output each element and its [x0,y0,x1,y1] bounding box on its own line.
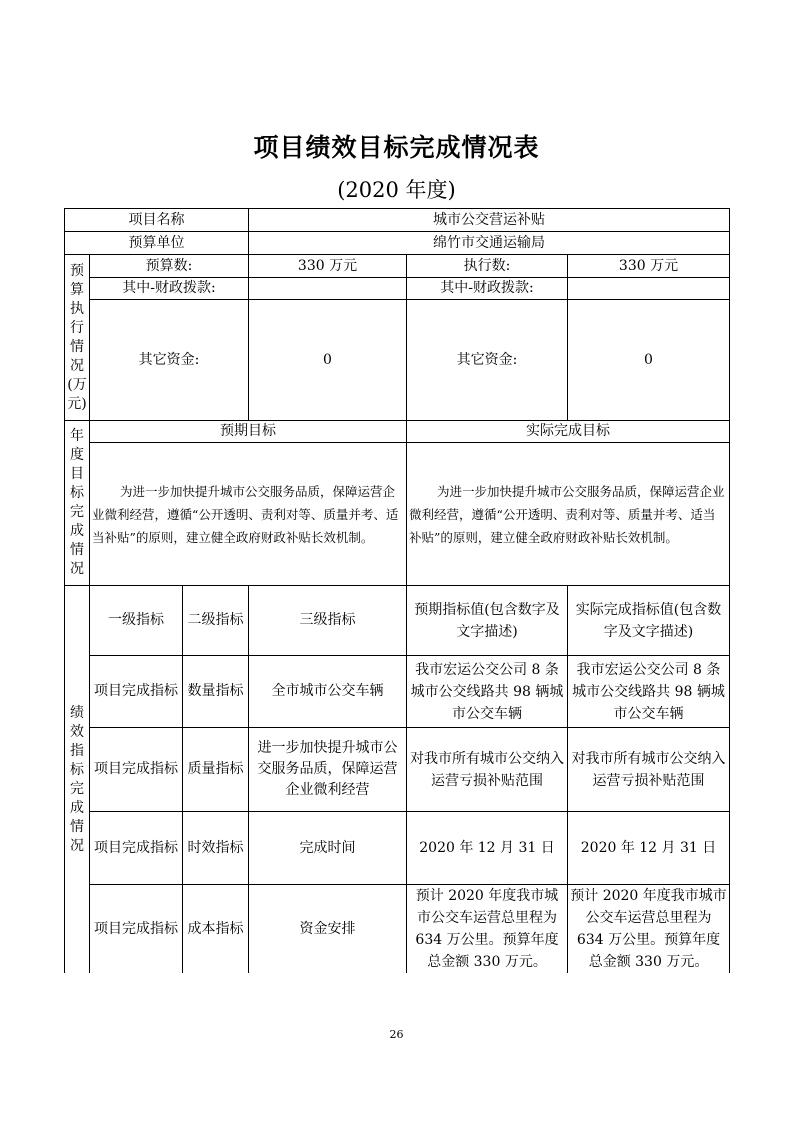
indicator-level1: 项目完成指标 [90,728,183,812]
expected-goal-header: 预期目标 [90,421,407,443]
indicator-level2: 质量指标 [183,728,249,812]
indicator-level2: 数量指标 [183,656,249,728]
exec-value: 330 万元 [568,255,730,278]
indicators-side-label: 绩效指标完成情况 [65,586,90,974]
other-value-right: 0 [568,300,730,421]
indicator-actual: 我市宏运公交公司 8 条城市公交线路共 98 辆城市公交车辆 [568,656,730,728]
indicator-level3: 进一步加快提升城市公交服务品质，保障运营企业微利经营 [249,728,407,812]
actual-goal-text: 为进一步加快提升城市公交服务品质，保障运营企业微利经营，遵循“公开透明、责利对等、质量并考、适当补贴”的原则，建立健全政府财政补贴长效机制。 [407,443,730,586]
other-label-left: 其它资金: [90,300,249,421]
indicator-actual: 2020 年 12 月 31 日 [568,812,730,885]
table-row [65,885,730,974]
budget-unit-value: 绵竹市交通运输局 [249,232,730,255]
indicator-level1: 项目完成指标 [90,885,183,974]
other-value-left: 0 [249,300,407,421]
header-level2: 二级指标 [183,586,249,656]
budget-value: 330 万元 [249,255,407,278]
indicator-expected: 2020 年 12 月 31 日 [407,812,568,885]
indicator-level1: 项目完成指标 [90,812,183,885]
actual-goal-header: 实际完成目标 [407,421,730,443]
table-row [65,812,730,885]
table-row [65,728,730,812]
indicator-actual: 对我市所有城市公交纳入运营亏损补贴范围 [568,728,730,812]
expected-goal-text: 为进一步加快提升城市公交服务品质，保障运营企业微利经营，遵循“公开透明、责利对等、质量并考、适当补贴”的原则，建立健全政府财政补贴长效机制。 [90,443,407,586]
table-row [65,656,730,728]
indicator-actual: 预计 2020 年度我市城市公交车运营总里程为 634 万公里。预算年度总金额 330 万元。 [568,885,730,974]
table-row [65,278,730,300]
fiscal-value-left [249,278,407,300]
header-actual: 实际完成指标值(包含数字及文字描述) [568,586,730,656]
budget-unit-label: 预算单位 [65,232,249,255]
header-expected: 预期指标值(包含数字及文字描述) [407,586,568,656]
table-row [65,232,730,255]
annual-goal-side-label: 年度目标完成情况 [65,421,90,586]
header-level3: 三级指标 [249,586,407,656]
page-title: 项目绩效目标完成情况表 [253,133,540,162]
table-row [65,209,730,232]
indicator-level1: 项目完成指标 [90,656,183,728]
page-number: 26 [389,1028,404,1041]
performance-table [64,208,730,973]
indicator-level3: 全市城市公交车辆 [249,656,407,728]
table-row [65,443,730,586]
exec-label: 执行数: [407,255,568,278]
project-name-label: 项目名称 [65,209,249,232]
indicator-level2: 成本指标 [183,885,249,974]
table-row [65,300,730,421]
table-row [65,421,730,443]
indicator-level3: 完成时间 [249,812,407,885]
header-level1: 一级指标 [90,586,183,656]
indicator-expected: 预计 2020 年度我市城市公交车运营总里程为 634 万公里。预算年度总金额 330 万元。 [407,885,568,974]
other-label-right: 其它资金: [407,300,568,421]
table-row [65,586,730,656]
indicator-level2: 时效指标 [183,812,249,885]
budget-exec-side-label: 预算执行情况(万元) [65,255,90,421]
fiscal-value-right [568,278,730,300]
indicator-expected: 对我市所有城市公交纳入运营亏损补贴范围 [407,728,568,812]
fiscal-label-left: 其中-财政拨款: [90,278,249,300]
indicator-level3: 资金安排 [249,885,407,974]
project-name-value: 城市公交营运补贴 [249,209,730,232]
budget-label: 预算数: [90,255,249,278]
table-row [65,255,730,278]
indicator-expected: 我市宏运公交公司 8 条城市公交线路共 98 辆城市公交车辆 [407,656,568,728]
fiscal-label-right: 其中-财政拨款: [407,278,568,300]
page-subtitle: (2020 年度) [337,178,456,202]
